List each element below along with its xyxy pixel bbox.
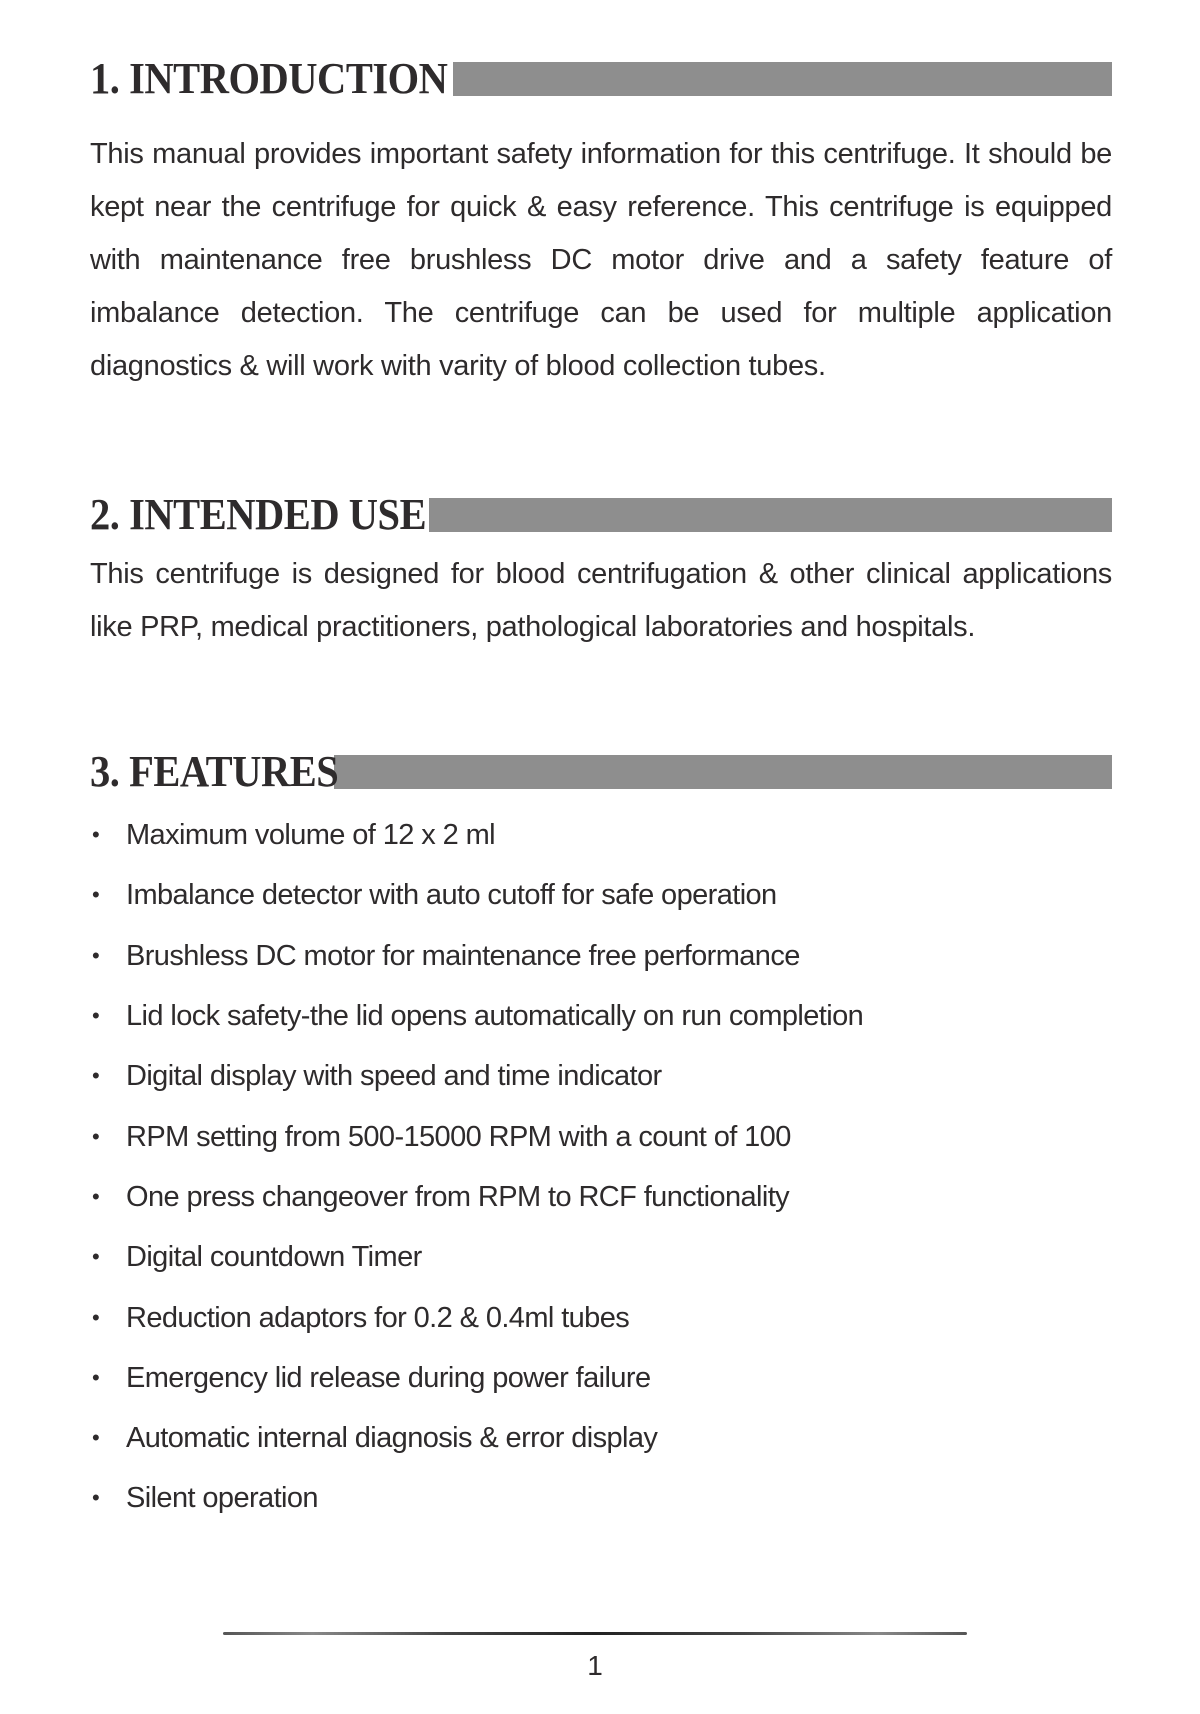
- bullet-icon: •: [92, 1123, 100, 1149]
- section-title: 3. FEATURES: [90, 747, 339, 796]
- feature-text: Reduction adaptors for 0.2 & 0.4ml tubes: [126, 1301, 630, 1334]
- feature-text: Brushless DC motor for maintenance free performance: [126, 939, 800, 972]
- feature-text: Automatic internal diagnosis & error display: [126, 1422, 658, 1455]
- list-item: [90, 1046, 1112, 1106]
- bullet-icon: •: [92, 1304, 100, 1330]
- list-item: [90, 1348, 1112, 1408]
- feature-text: Lid lock safety-the lid opens automatically on run completion: [126, 1000, 864, 1033]
- list-item: [90, 986, 1112, 1046]
- bullet-icon: •: [92, 1364, 100, 1390]
- heading-bar: [453, 62, 1112, 96]
- feature-text: Digital display with speed and time indicator: [126, 1060, 662, 1093]
- bullet-icon: •: [92, 1183, 100, 1209]
- list-item: [90, 926, 1112, 986]
- bullet-icon: •: [92, 822, 100, 848]
- list-item: [90, 805, 1112, 865]
- bullet-icon: •: [92, 1063, 100, 1089]
- list-item: [90, 865, 1112, 925]
- list-item: [90, 1408, 1112, 1468]
- feature-text: One press changeover from RPM to RCF functionality: [126, 1180, 790, 1213]
- features-list: [90, 805, 1112, 1529]
- section-heading-intended-use: [90, 488, 1112, 542]
- feature-text: Digital countdown Timer: [126, 1241, 422, 1274]
- feature-text: RPM setting from 500-15000 RPM with a count of 100: [126, 1120, 791, 1153]
- bullet-icon: •: [92, 1485, 100, 1511]
- section-heading-features: [90, 745, 1112, 799]
- intended-use-paragraph: This centrifuge is designed for blood centrifugation & other clinical applications like PRP, medical practitioners, pathological laboratories and hospitals.: [90, 558, 1112, 643]
- feature-text: Maximum volume of 12 x 2 ml: [126, 819, 495, 852]
- section-heading-introduction: [90, 52, 1112, 106]
- heading-bar: [334, 755, 1112, 789]
- list-item: [90, 1167, 1112, 1227]
- feature-text: Imbalance detector with auto cutoff for safe operation: [126, 879, 777, 912]
- section-title: 2. INTENDED USE: [90, 490, 427, 539]
- feature-text: Emergency lid release during power failure: [126, 1361, 651, 1394]
- list-item: [90, 1106, 1112, 1166]
- list-item: [90, 1468, 1112, 1528]
- footer-divider: [223, 1632, 967, 1635]
- list-item: [90, 1227, 1112, 1287]
- heading-bar: [429, 498, 1112, 532]
- list-item: [90, 1287, 1112, 1347]
- bullet-icon: •: [92, 1244, 100, 1270]
- page-number: 1: [587, 1650, 603, 1681]
- introduction-paragraph: This manual provides important safety information for this centrifuge. It should be kept near the centrifuge for quick & easy reference. This centrifuge is equipped with maintenance free brushless DC motor drive and a safety feature of imbalance detection. The centrifuge can be used for multiple application diagnostics & will work with varity of blood collection tubes.: [90, 138, 1112, 382]
- feature-text: Silent operation: [126, 1482, 318, 1515]
- bullet-icon: •: [92, 1003, 100, 1029]
- section-title: 1. INTRODUCTION: [90, 54, 448, 103]
- bullet-icon: •: [92, 1425, 100, 1451]
- bullet-icon: •: [92, 882, 100, 908]
- bullet-icon: •: [92, 942, 100, 968]
